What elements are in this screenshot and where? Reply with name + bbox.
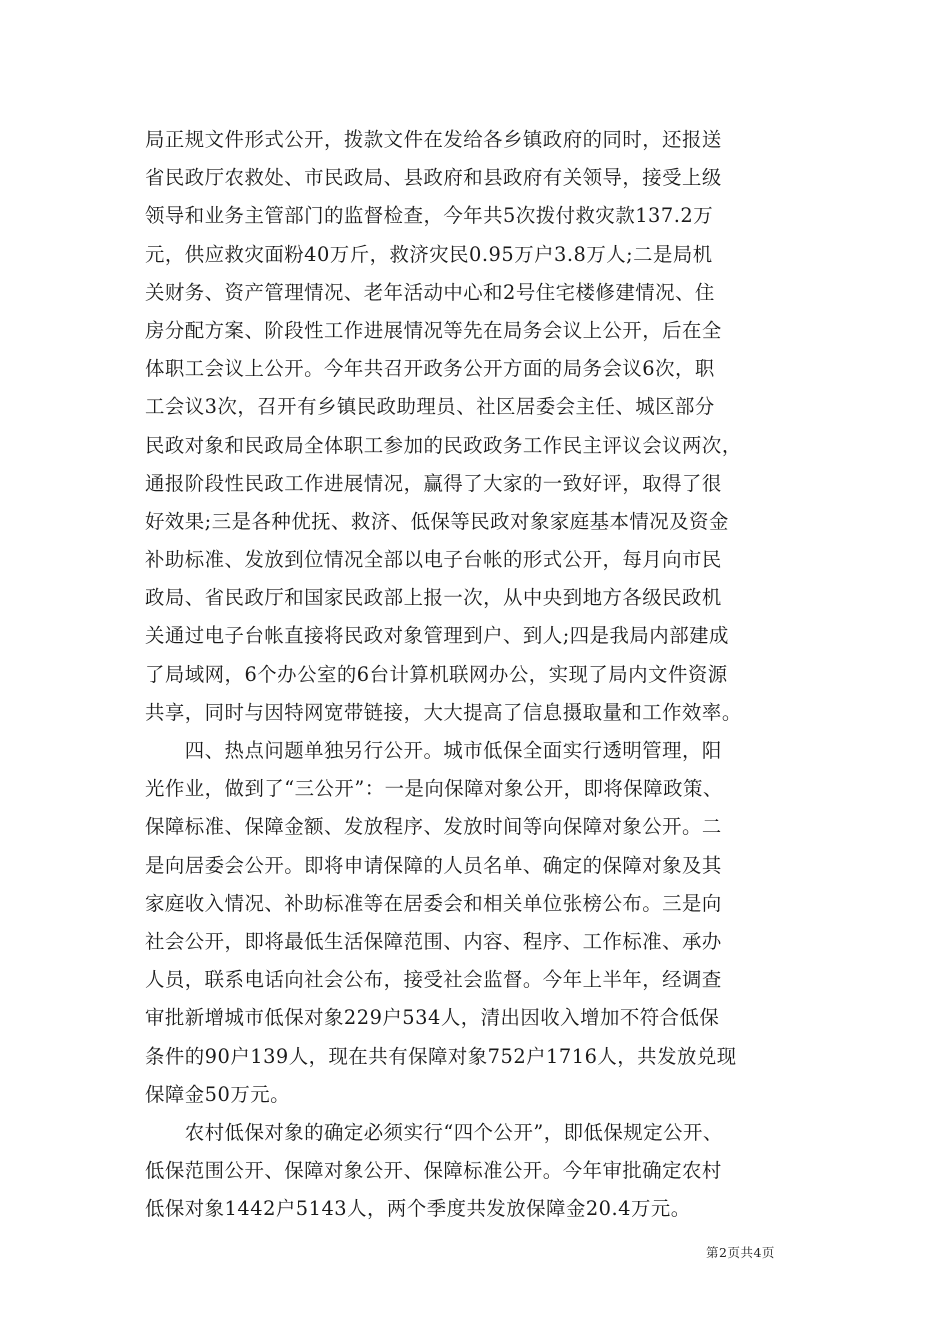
text-line: 保障金50万元。 — [145, 1082, 291, 1106]
text-line: 人员，联系电话向社会公布，接受社会监督。今年上半年，经调查 — [145, 968, 722, 992]
paragraph-start-line: 四、热点问题单独另行公开。城市低保全面实行透明管理，阳 — [145, 739, 722, 762]
text-line: 工会议3次，召开有乡镇民政助理员、社区居委会主任、城区部分 — [145, 395, 715, 419]
text-line: 条件的90户139人，现在共有保障对象752户1716人，共发放兑现 — [145, 1044, 737, 1068]
text-line: 共享，同时与因特网宽带链接，大大提高了信息摄取量和工作效率。 — [145, 700, 742, 724]
text-line: 低保对象1442户5143人，两个季度共发放保障金20.4万元。 — [145, 1197, 691, 1221]
text-line: 省民政厅农救处、市民政局、县政府和县政府有关领导，接受上级 — [145, 166, 722, 190]
paragraph-start-line: 农村低保对象的确定必须实行“四个公开”，即低保规定公开、 — [145, 1120, 723, 1144]
text-line: 了局域网，6个办公室的6台计算机联网办公，实现了局内文件资源 — [145, 662, 728, 686]
text-line: 政局、省民政厅和国家民政部上报一次，从中央到地方各级民政机 — [145, 586, 722, 610]
text-line: 保障标准、保障金额、发放程序、发放时间等向保障对象公开。二 — [145, 815, 722, 839]
text-line: 局正规文件形式公开，拨款文件在发给各乡镇政府的同时，还报送 — [145, 128, 722, 151]
text-line: 社会公开，即将最低生活保障范围、内容、程序、工作标准、承办 — [145, 929, 722, 953]
text-line: 通报阶段性民政工作进展情况，赢得了大家的一致好评，取得了很 — [145, 471, 722, 495]
text-line: 关财务、资产管理情况、老年活动中心和2号住宅楼修建情况、住 — [145, 280, 715, 304]
text-line: 好效果;三是各种优抚、救济、低保等民政对象家庭基本情况及资金 — [145, 509, 729, 533]
text-line: 元，供应救灾面粉40万斤，救济灾民0.95万户3.8万人;二是局机 — [145, 242, 713, 266]
text-line: 体职工会议上公开。今年共召开政务公开方面的局务会议6次，职 — [145, 357, 715, 381]
text-line: 家庭收入情况、补助标准等在居委会和相关单位张榜公布。三是向 — [145, 891, 722, 915]
text-line: 补助标准、发放到位情况全部以电子台帐的形式公开，每月向市民 — [145, 548, 722, 572]
text-line: 低保范围公开、保障对象公开、保障标准公开。今年审批确定农村 — [145, 1159, 722, 1183]
text-line: 房分配方案、阶段性工作进展情况等先在局务会议上公开，后在全 — [145, 318, 722, 342]
text-line: 光作业，做到了“三公开”：一是向保障对象公开，即将保障政策、 — [145, 777, 723, 801]
text-line: 是向居委会公开。即将申请保障的人员名单、确定的保障对象及其 — [145, 853, 722, 877]
page-number-footer: 第2页共4页 — [706, 1245, 775, 1260]
body-text — [145, 121, 815, 1228]
text-line: 领导和业务主管部门的监督检查，今年共5次拨付救灾款137.2万 — [145, 204, 714, 228]
text-line: 审批新增城市低保对象229户534人，清出因收入增加不符合低保 — [145, 1006, 720, 1030]
text-line: 关通过电子台帐直接将民政对象管理到户、到人;四是我局内部建成 — [145, 624, 729, 648]
text-line: 民政对象和民政局全体职工参加的民政政务工作民主评议会议两次， — [145, 433, 742, 457]
